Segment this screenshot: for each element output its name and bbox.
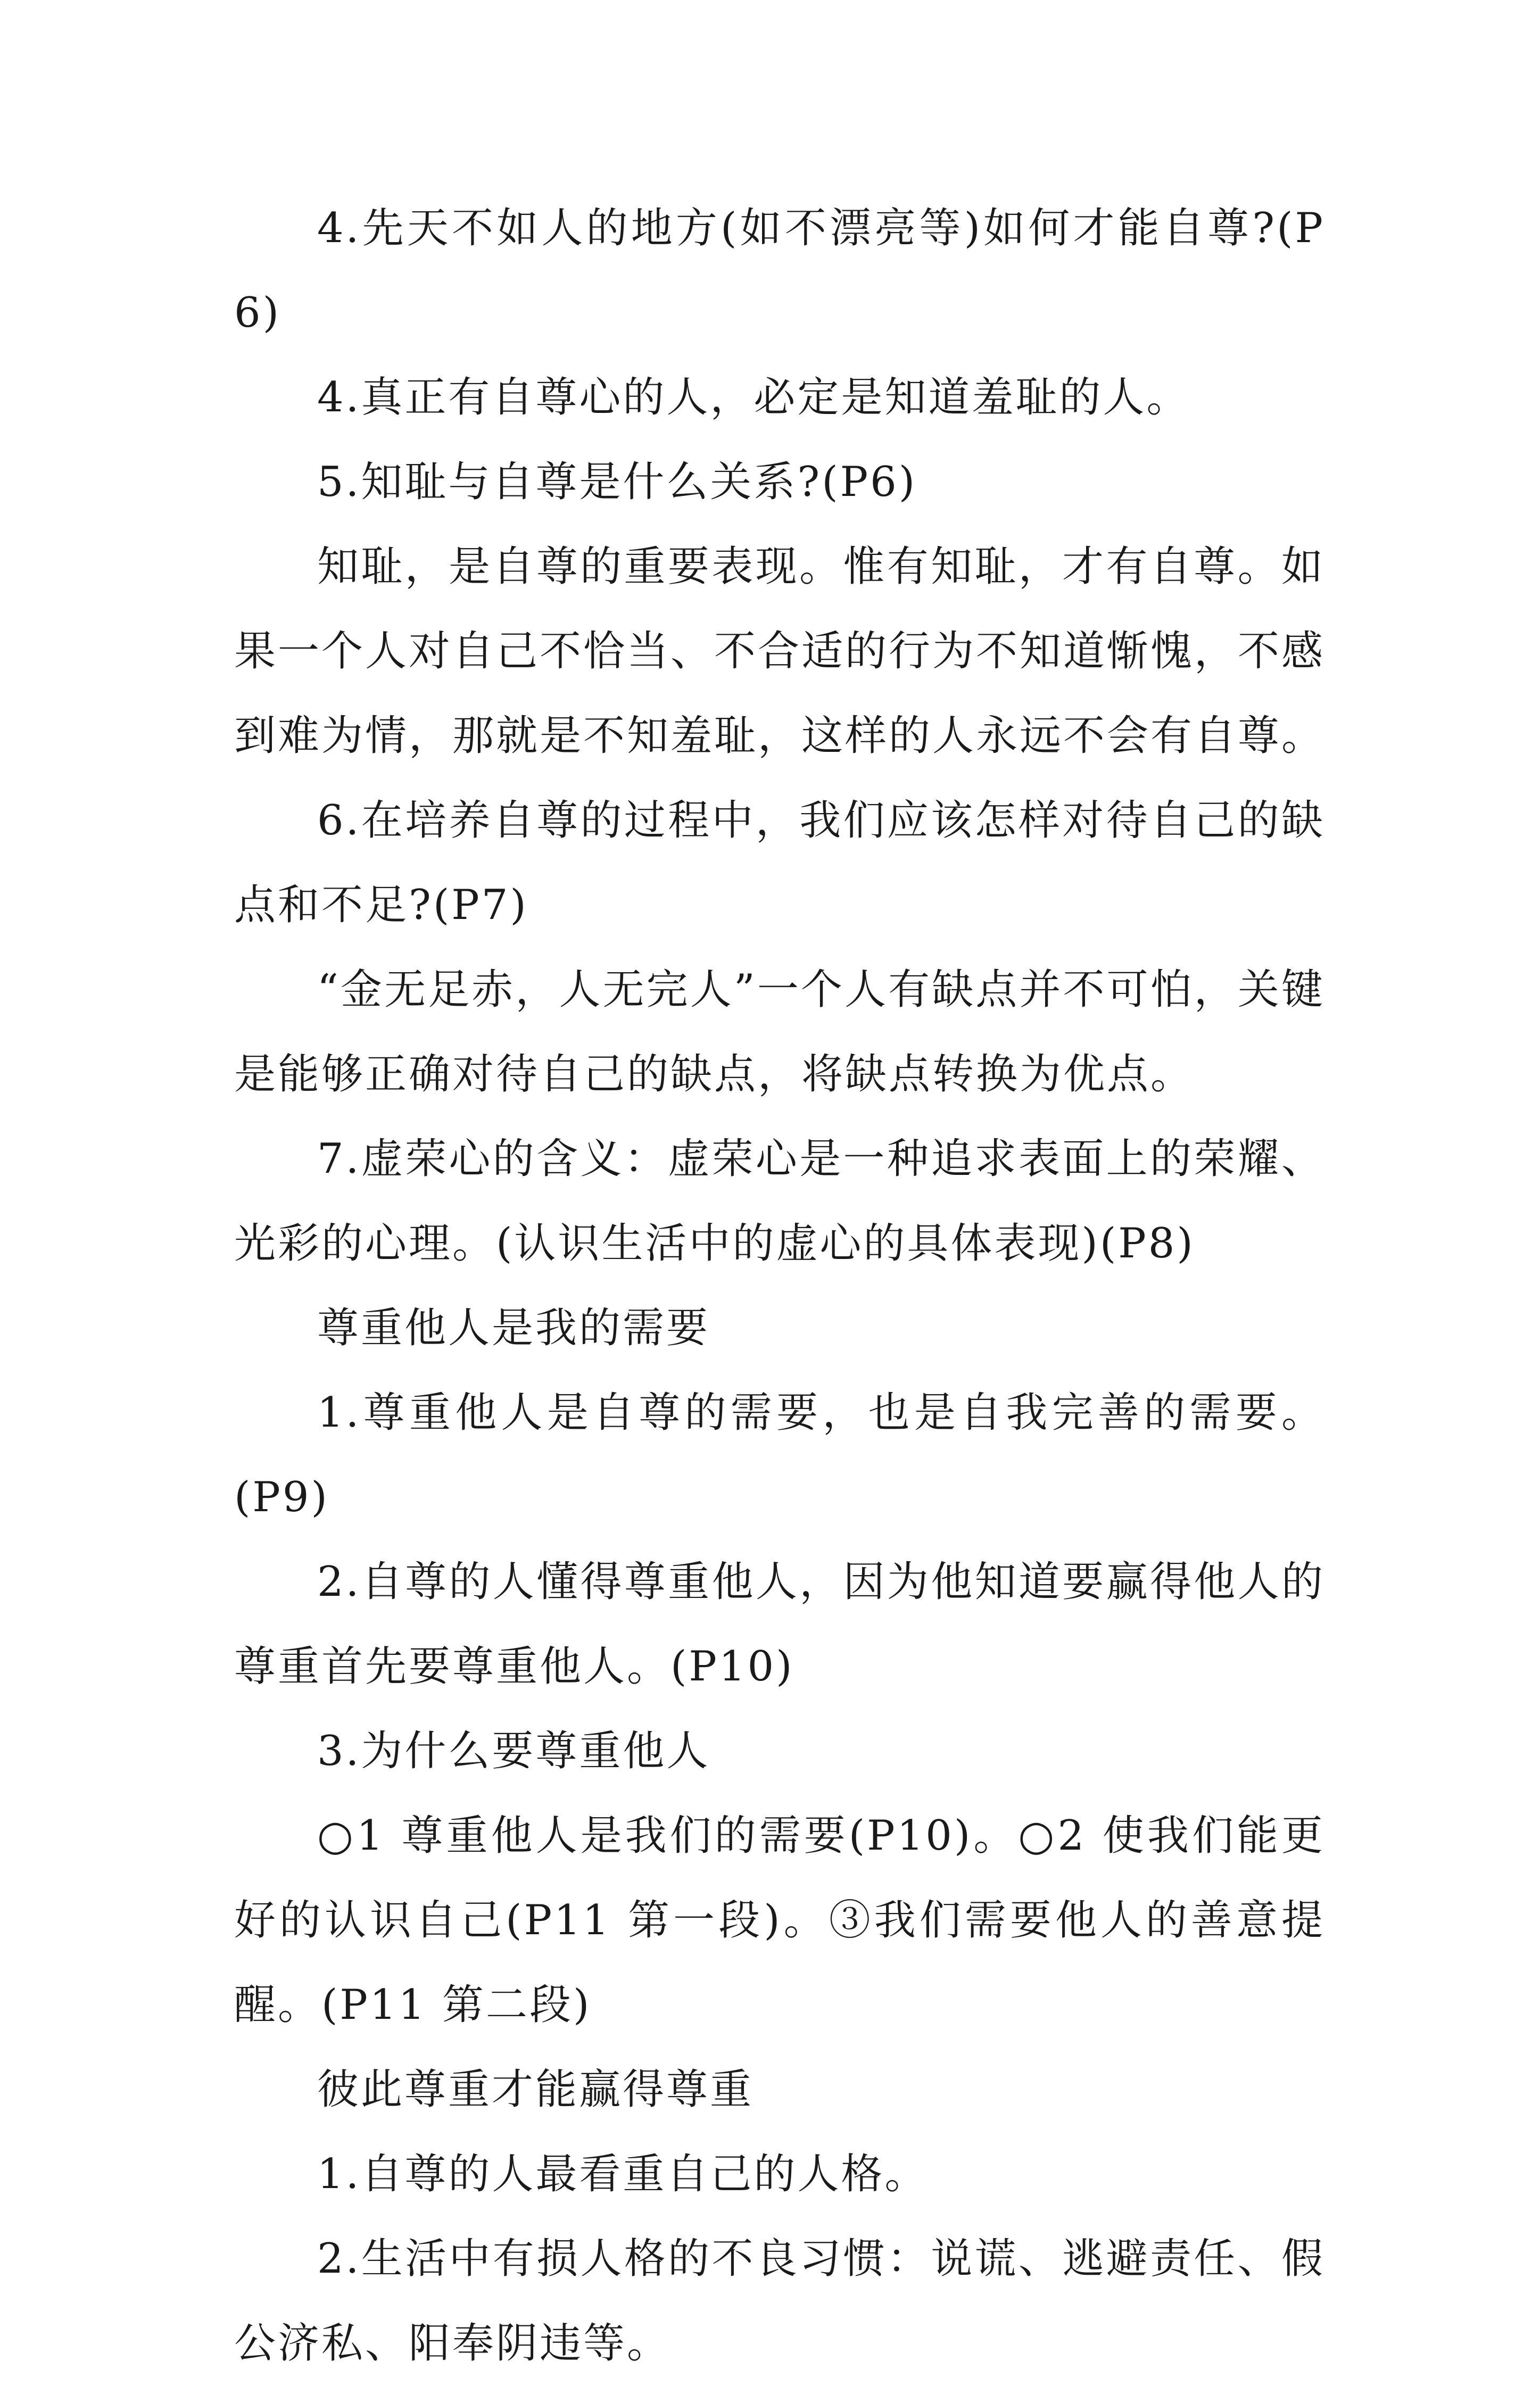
paragraph: 1.自尊的人最看重自己的人格。 — [317, 2150, 929, 2198]
paragraph: 6.在培养自尊的过程中，我们应该怎样对待自己的缺点和不足?(P7) — [234, 797, 1325, 929]
paragraph: 1.尊重他人是自尊的需要，也是自我完善的需要。(P9) — [234, 1389, 1325, 1521]
paragraph: ○1 尊重他人是我们的需要(P10)。○2 使我们能更好的认识自己(P11 第一段)。③我们需要他人的善意提醒。(P11 第二段) — [234, 1812, 1325, 2029]
section-heading: 彼此尊重才能赢得尊重 — [317, 2066, 754, 2114]
paragraph: 2.生活中有损人格的不良习惯：说谎、逃避责任、假公济私、阳奉阴违等。 — [234, 2235, 1325, 2367]
paragraph: 4.先天不如人的地方(如不漂亮等)如何才能自尊?(P6) — [234, 204, 1325, 337]
paragraph: 7.虚荣心的含义：虚荣心是一种追求表面上的荣耀、光彩的心理。(认识生活中的虚心的具体表现)(P8) — [234, 1135, 1325, 1267]
document-body — [234, 186, 1325, 2386]
section-heading: 尊重他人是我的需要 — [317, 1304, 710, 1352]
paragraph: 知耻，是自尊的重要表现。惟有知耻，才有自尊。如果一个人对自己不恰当、不合适的行为不知道惭愧，不感到难为情，那就是不知羞耻，这样的人永远不会有自尊。 — [234, 543, 1326, 760]
paragraph: 3.为什么要尊重他人 — [317, 1727, 710, 1775]
paragraph: 5.知耻与自尊是什么关系?(P6) — [317, 458, 917, 506]
paragraph: 4.真正有自尊心的人，必定是知道羞耻的人。 — [317, 374, 1190, 421]
paragraph: “金无足赤，人无完人”一个人有缺点并不可怕，关键是能够正确对待自己的缺点，将缺点转换为优点。 — [234, 966, 1325, 1098]
paragraph: 2.自尊的人懂得尊重他人，因为他知道要赢得他人的尊重首先要尊重他人。(P10) — [234, 1558, 1325, 1691]
